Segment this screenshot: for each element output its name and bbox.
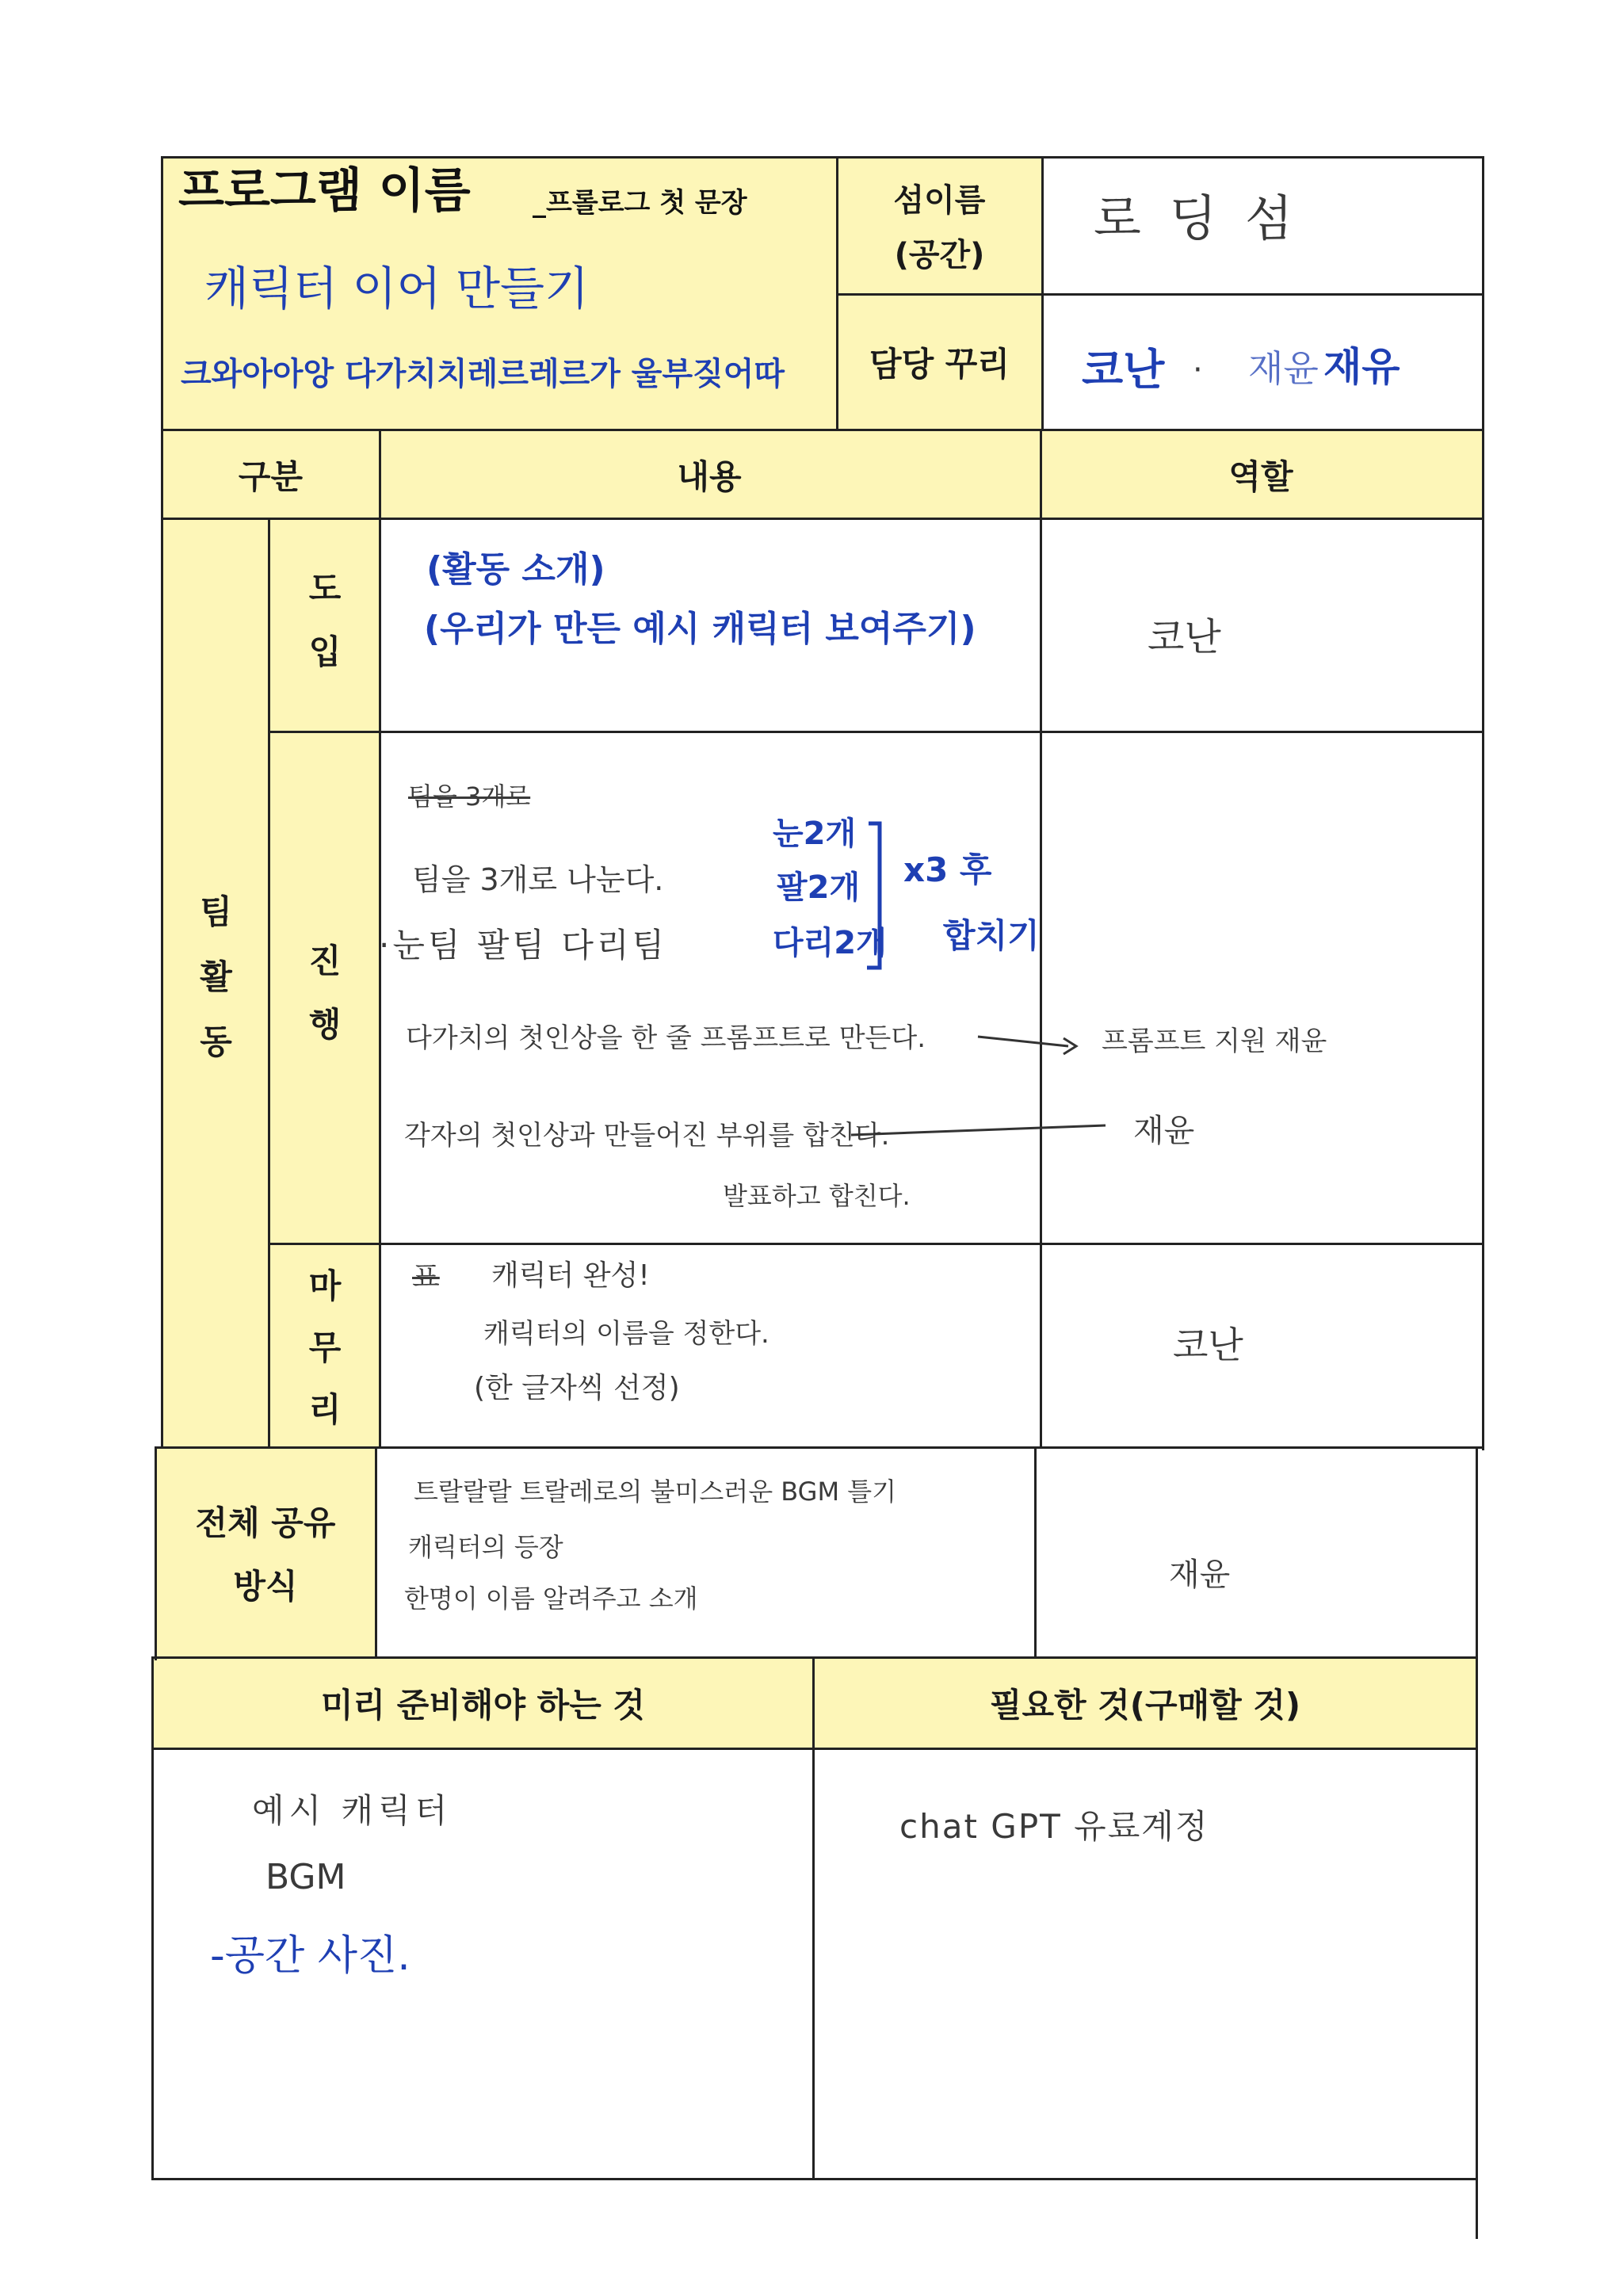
program-name: 캐릭터 이어 만들기 [204, 262, 590, 315]
share-label-line1: 전체 공유 [195, 1503, 336, 1542]
progress-label-char-1: 진 [308, 942, 342, 980]
divider-bottom-header [153, 1748, 1478, 1750]
share-role: 재윤 [1169, 1557, 1231, 1593]
island-label-line1: 섬이름 [893, 181, 986, 219]
bracket-item-legs: 다리2개 [773, 925, 887, 961]
closing-label-char-2: 무 [308, 1328, 342, 1367]
bracket-item-arms: 팔2개 [777, 869, 861, 906]
bracket-mark [864, 820, 896, 971]
intro-line-1: (활동 소개) [426, 549, 605, 590]
progress-arrow-2 [848, 1117, 1109, 1141]
divider-intro-progress [268, 731, 1484, 733]
border-right-lower [1476, 1446, 1478, 2239]
prep-label: 미리 준비해야 하는 것 [320, 1685, 645, 1725]
bracket-note-1: x3 후 [903, 850, 992, 889]
program-first-sentence: 크와아아앙 다가치치레르레르가 울부짖어따 [181, 356, 785, 392]
intro-line-2: (우리가 만든 예시 캐릭터 보여주기) [424, 609, 976, 649]
island-value: 로 딩 섬 [1094, 189, 1300, 247]
island-label [836, 156, 1043, 293]
closing-label-char-1: 마 [308, 1266, 342, 1305]
progress-label [269, 927, 380, 1054]
team-label-char-3: 동 [200, 1022, 232, 1061]
bracket-item-eyes: 눈2개 [773, 816, 857, 852]
progress-line-4-insert: 발표하고 합친다. [723, 1181, 911, 1211]
progress-role-2: 재윤 [1133, 1113, 1195, 1149]
progress-label-char-2: 행 [308, 1005, 342, 1044]
intro-label [269, 555, 380, 682]
divider-content-role [1040, 430, 1042, 1448]
closing-line-1: 캐릭터 완성! [491, 1259, 650, 1292]
team-activity-label [162, 872, 269, 1078]
team-label-char-1: 팀 [200, 892, 232, 931]
progress-struck-line: 팀을 3개로 [408, 781, 531, 812]
prep-item-3: -공간 사진. [210, 1932, 411, 1980]
bracket-note-2: 합치기 [943, 916, 1040, 955]
program-label: 프로그램 이름 [178, 163, 471, 219]
island-label-line2: (공간) [894, 236, 985, 273]
buy-item-1: chat GPT 유료계정 [899, 1807, 1209, 1846]
leader-value-dot: · [1193, 352, 1203, 388]
progress-role-1: 프롬프트 지원 재윤 [1102, 1026, 1327, 1057]
progress-line-1: 팀을 3개로 나눈다. [412, 862, 664, 897]
share-line-2: 캐릭터의 등장 [408, 1532, 563, 1562]
content-header: 내용 [677, 457, 742, 496]
share-label [156, 1448, 375, 1656]
leader-value-extra2: 재유 [1323, 344, 1400, 390]
border-right-upper [1482, 156, 1484, 1450]
closing-struck: 표 [412, 1261, 440, 1293]
border-top [162, 156, 1484, 159]
progress-line-3: 다가치의 첫인상을 한 줄 프롬프트로 만든다. [406, 1022, 926, 1054]
leader-value-main: 코난 [1082, 345, 1165, 395]
buy-label: 필요한 것(구매할 것) [989, 1685, 1301, 1725]
border-left-upper [161, 156, 163, 1448]
share-line-1: 트랄랄랄 트랄레로의 불미스러운 BGM 틀기 [414, 1477, 897, 1507]
progress-line-4: 각자의 첫인상과 만들어진 부위를 합친다. [404, 1120, 890, 1152]
leader-label: 담당 꾸리 [869, 344, 1010, 384]
intro-label-char-1: 도 [308, 569, 342, 608]
divider-share-label [375, 1446, 377, 1658]
intro-role: 코난 [1148, 615, 1221, 659]
closing-label-char-3: 리 [308, 1389, 342, 1429]
closing-line-2: 캐릭터의 이름을 정한다. [483, 1318, 769, 1350]
prep-item-2: BGM [265, 1857, 346, 1897]
border-bottom [151, 2178, 1476, 2180]
closing-line-3: (한 글자씩 선정) [474, 1372, 680, 1404]
closing-label [269, 1256, 380, 1435]
program-sub-label: _프롤로그 첫 문장 [533, 187, 747, 219]
category-header: 구분 [238, 457, 304, 496]
progress-arrow-1 [975, 1030, 1086, 1062]
progress-line-2: ·눈팀 팔팀 다리팀 [379, 926, 668, 965]
intro-label-char-2: 입 [308, 632, 342, 671]
closing-role: 코난 [1173, 1324, 1243, 1366]
prep-item-1: 예시 캐릭터 [252, 1791, 453, 1830]
share-label-line2: 방식 [233, 1566, 298, 1606]
team-label-char-2: 활 [200, 957, 232, 996]
divider-progress-closing [268, 1243, 1484, 1245]
divider-share-content-role [1034, 1446, 1037, 1658]
leader-value-extra1: 재윤 [1248, 347, 1319, 390]
role-header: 역할 [1228, 457, 1293, 496]
share-line-3: 한명이 이름 알려주고 소개 [404, 1584, 698, 1614]
